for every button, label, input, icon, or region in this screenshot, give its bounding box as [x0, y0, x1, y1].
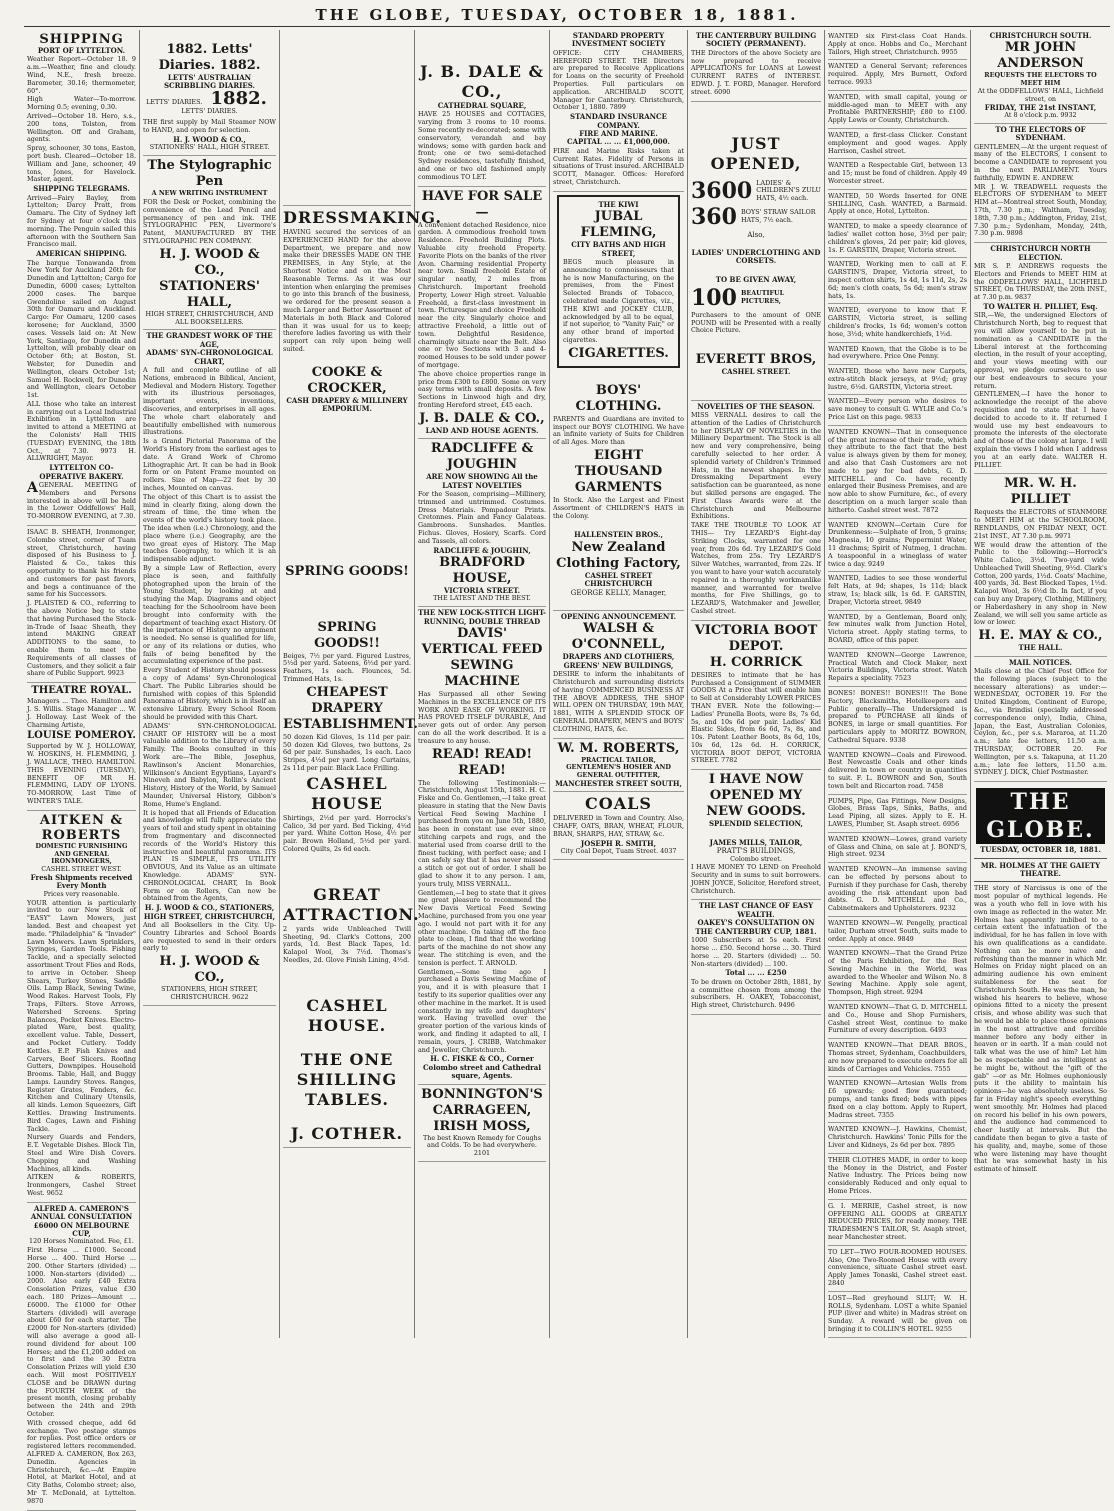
boys-hats: BOYS' STRAW SAILOR HATS, 7½ each.: [740, 207, 816, 224]
filler-text: And all Booksellers in the City. Up-Country Libraries and School Boards are requested to send in their orders early to: [143, 921, 276, 953]
prices: Prices very reasonable.: [43, 889, 120, 898]
aitken-title: AITKEN & ROBERTS: [39, 812, 124, 843]
oakey: OAKEY'S CONSULTATION ON THE CANTERBURY CUP, 1881.: [695, 918, 817, 936]
pilliet: TO WALTER H. PILLIET, Esq.: [983, 301, 1098, 311]
filler-text: Has Surpassed all other Sewing Machines in the EXCELLENCE OF ITS WORK AND EASE OF WORKING. IT HAS PROVED ITSELF DURABLE, And never gets out of order. Any person can do all the work described. It is a treasure to any house.: [418, 689, 546, 745]
filler-text: WANTED KNOWN—Certain Cure for Drunkenness:—Sulphate of Iron, 5 grains; Magnesia, 10 grains; Peppermint Water, 11 drachms; Spirit of Nutmeg, 1 drachm. A teaspoonful in a wineglass of water twice a day. 9249: [828, 520, 967, 573]
shipments: Fresh Shipments received Every Month: [30, 872, 133, 891]
pratt: PRATT'S BUILDINGS,: [716, 847, 796, 856]
cooke-crocker: COOKE & CROCKER,: [307, 364, 387, 396]
filler-text: WANTED KNOWN—An immense saving can be effected by persons about to Furnish if they purchase for Cash, thereby avoiding the risk attendant upon bad debts. G. D. MITCHELL and Co., Cabinetmakers and Upholsterers. 9232: [828, 864, 967, 917]
filler-text: Is a Grand Pictorial Panorama of the World's History from the earliest ages to date. A Grand Work of Chromo Lithographic Art. It can be had in Book form or on Patent Frame mounted on rollers. Size of Map—22 feet by 30 inches, Mounted on canvas.: [143, 437, 276, 492]
filler-text: J. PLAISTED & CO., referring to the above Notice beg to state that having Purchased the Stock-in-Trade of Isaac Sheath, they intend MAKING GREAT ADDITIONS to the same, to enable them to meet the Requirements of all classes of Customers, and they solicit a fair share of Public Support. 9923: [27, 599, 136, 678]
cother: J. COTHER.: [290, 1123, 404, 1143]
eight-thousand: EIGHT THOUSAND GARMENTS: [574, 447, 663, 495]
filler-text: Mails close at the Chief Post Office for the following places (subject to the necessary alterations) as under:— WEDNESDAY, OCTOBER 19. For the United Kingdom, Continent of Europe, &c., via Brindisi (specially addressed correspondence only), India, China, Japan, the East, Australian Colonies, Ceylon, &c., per s.s. Mararoa, at 11.20 a.m.; late fee letters, 11.50 a.m. THURSDAY, OCTOBER 20. For Wellington, per s.s. Takapuna, at 11.20 a.m.; late fee letters, 11.50 a.m. SYDNEY J. DICK, Chief Postmaster.: [974, 667, 1107, 777]
filler-text: 1000 Subscribers at 5s each. First horse ... £50. Second horse ... 30. Third horse ... 20. Starters (divided) ... 50. Non-starters (divided) ... 100.: [691, 936, 821, 968]
filler-text: At 8 o'clock p.m. 9932: [1004, 111, 1077, 119]
filler-text: THEIR CLOTHES MADE, in order to keep the Money in the District, and Foster Native Industry. The Prices being now considerably Reduced and only equal to Home Prices.: [828, 1155, 967, 1200]
everett: EVERETT BROS,: [695, 352, 817, 368]
letts-sub: LETTS' AUSTRALIAN SCRIBBLING DIARIES.: [163, 73, 255, 91]
filler-text: WANTED, with small capital, young or middle-aged man to MEET with any Profitable PARTNERSHIP; £80 to £100. Apply Lewis or County, Christchurch.: [828, 92, 967, 129]
sydenham: TO THE ELECTORS OF SYDENHAM.: [995, 124, 1086, 143]
electors: REQUESTS THE ELECTORS TO MEET HIM: [984, 71, 1097, 88]
fiske: H. C. FISKE & CO., Corner Colombo street and Cathedral square, Agents.: [422, 1054, 542, 1081]
for-sale: HAVE FOR SALE—: [421, 188, 543, 220]
filler-text: WANTED KNOWN—That in consequence of the great increase of their trade, which they attribute to the fact that the best value is always given by them for money, and also that Cash Customers are not made to pay for bad debts, G. D. MITCHELL and Co. have recently enlarged their Business Premises, and are now able to show Furniture, &c., of every description on a much larger scale than hitherto. Cashel street west. 7872: [828, 427, 967, 519]
filler-text: WANTED, those who have new Carpets, extra-stitch black jerseys, at 9½d; gray lustre, 6½d. GARSTIN, Victoria street.: [828, 366, 967, 395]
filler-text: GENTLEMEN,—At the urgent request of many of the ELECTORS, I consent to become a CANDIDATE to represent you in the next PARLIAMENT. Yours faithfully, EDWIN E. ANDREW.: [974, 142, 1107, 182]
filler-text: Supported by W. J. HOLLOWAY, W. HOSKINS, H. FLEMMING, J. J. WALLACE, THEO. HAMILTON. THIS EVENING (TUESDAY), BENEFIT OF MR H. FLEMMING, LADY OF LYONS. TO-MORROW, Last Time of WINTER'S TALE.: [27, 742, 136, 805]
adams-chart: ADAMS' SYN-CHRONOLOGICAL CHART,: [146, 348, 273, 366]
filler-text: It is hoped that all Friends of Education and knowledge will fully appreciate the years of toil and study spent in obtaining from fragmentary and disconnected records of the World's History this instructive and beautiful panorama. ITS PLAN IS SIMPLE, ITS UTILITY OBVIOUS, And its Value as an ultimate Knowledge. ADAMS' SYN-CHRONOLOGICAL CHART, In Book Form or on Rollers, Can now be obtained from the Agents,: [143, 808, 276, 903]
count-3600: 3600: [691, 178, 753, 205]
filler-text: DESIRES to intimate that he has Purchased a Consignment of SUMMER GOODS At a Price that will enable him to Sell at Considerably LOWER PRICES THAN EVER. Note the following:— Ladies' Prunella Boots, were 8s, 7s 6d, 5s, and 10s 6d per pair. Ladies' Kid Elastic Sides, from 6s 6d, 7s, 8s, and 10s. Patent Leather Boots, 8s 6d, 10s, 10s 6d, 12s 6d. H. CORRICK, VICTORIA BOOT DEPOT, VICTORIA STREET. 7782: [691, 670, 821, 765]
radcliffe: RADCLIFFE & JOUGHIN: [430, 441, 534, 473]
filler-text: HIGH STREET, CHRISTCHURCH, AND ALL BOOKSELLERS.: [145, 309, 274, 326]
oddfellows: At the ODDFELLOWS' HALL, Lichfield street, on: [977, 87, 1104, 103]
cashel-house: CASHEL HOUSE: [306, 773, 388, 813]
splendid: SPLENDID SELECTION,: [708, 819, 803, 829]
letts-label-left: LETTS' DIARIES.: [146, 97, 203, 106]
filler-text: The barque Tonawanda from New York for Auckland 26th for Dunedin and Lyttelton; Cargo for Dunedin, 6000 cases; Lyttelton 2000 cases. The barque Gwendoline sailed on August 30th for Oamaru and Auckland. Cargo: For Oamaru, 1200 cases kerosene; for Auckland, 3500 cases. Vessels laid on: At New York, Santiago, for Dunedin and Lyttelton, will probably clear on October 6th; at Boston, St. Webster, for Dunedin and Wellington, clears October 1st; Samuel H. Rockwell, for Dunedin and Wellington, clears October 1st.: [27, 258, 136, 400]
wood-name-4: H. J. WOOD & CO.,: [159, 954, 260, 986]
manchester: MANCHESTER STREET SOUTH,: [555, 778, 682, 788]
filler-text: WANTED, Ladies to see those wonderful felt Hats, at 9d; shapes, 1s 11d; black straw, 1s; black silk, 1s 6d. F. GARSTIN, Draper, Victoria street. 9849: [828, 573, 967, 610]
high-water: High Water—To-morrow. Morning 0.5; evening, 0.30.: [27, 95, 136, 112]
filler-text: YOUR attention is particularly invited to our New Stock of "EASY" Lawn Mowers, just landed. Best and cheapest yet made. "Philadelphia" & "Invader" Lawn Mowers. Lawn Sprinklers, Syringes, Garden Tools. Fishing Tackle, and a specially selected assortment Trout Flies and Rods, to arrive in October. Sheep Shears, Turkey Stones, Saddle Oils. Lamp Black, Sewing Twine, Wood Rakes. Harvest Tools, Fly Traps, Filters. Stove Arrows, Watershed Screens. Spring Balances, Pocket Knives. Electro-plated Ware, best quality, excellent value. Table, Dessert, and Pocket Cutlery. Toddy Kettles. E.P. Fish Knives and Carvers, Beef Slicers. Roofing Gutters, Downpipes. Household Brooms. Table, Hall, and Buggy Lamps. Laundry Stoves. Ranges, Register Grates, Fenders, &c. Kitchen and Culinary Utensils, all kinds. Lemon Squeezers, Gift Kettles. Drawing Instruments. Bird Cages, Lawn and Fishing Tackle.: [27, 898, 136, 1133]
filler-text: The following Testimonials:— Christchurch, August 15th, 1881. H. C. Fiske and Co. Gentlemen,—I take great pleasure in stating that the New Davis Vertical Feed Sewing Machine I purchased from you on June 5th, 1880, has been in constant use ever since stitching carpets and rugs, and the material used from coarse drill to the finest tucking, with perfect ease; and I can safely say that it has never missed a stitch or got out of order. I shall be glad to show it to any person. I am, yours truly, MISS VERNALL.: [418, 778, 546, 888]
total: Total ... ... £250: [725, 968, 787, 978]
hall: THE HALL.: [1018, 643, 1063, 653]
count-100: 100: [691, 284, 737, 311]
column-3: [280, 30, 442, 1338]
aitken-sub: DOMESTIC FURNISHING AND GENERAL IRONMONGERS,: [35, 841, 128, 866]
filler-text: TO LET—TWO FOUR-ROOMED HOUSES. Also, One Two-Roomed House with every convenience, situate Cashel street east. Apply James Tonaski, Cashel street east. 2840: [828, 1247, 967, 1292]
dale-title-2: J. B. DALE & CO.,: [419, 410, 545, 426]
attraction: ATTRACTION.: [283, 904, 420, 924]
stylo-title: The Stylographic Pen: [147, 158, 272, 190]
filler-text: WANTED a General Servant; references required. Apply, Mrs Burnett, Oxford terrace. 9933: [828, 61, 967, 90]
filler-text: To be drawn on October 28th, 1881, by a committee chosen from among the subscribers. H. OAKEY, Tobacconist, High street, Christchurch. 9496: [691, 977, 821, 1010]
filler-text: Managers ... Theo. Hamilton and J. S. Willis. Stage Manager ... W. J. Holloway. Last Week of the Charming Artiste,: [27, 697, 136, 729]
filler-text: Gentlemen,—Some time ago I purchased a Davis Sewing Machine of you, and it is with pleasure that I testify to its superior qualities over any other machine in the market. It is used constantly in my wife and daughters' work. Having travelled over the greater portion of the various kinds of work, and finding it adapted to all, I remain, yours, J. CRIBB, Watchmaker and Jeweller, Christchurch.: [418, 967, 546, 1054]
filler-text: WANTED KNOWN—That G. D. MITCHELL and Co., House and Shop Furnishers, Cashel street West, continue to make Furniture of every description. 6493: [828, 1002, 967, 1039]
filler-text: Shirtings, 2½d per yard. Horrocks's Calico, 3d per yard. Bed Ticking, 4½d per yard. White Cotton Hose, 4½ per pair. Brown Holland, 5½d per yard. Colored Quilts, 2s 6d each.: [283, 813, 411, 853]
filler-text: For the Season, comprising—Millinery, trimmed and untrimmed. Costumes. Dress Materials. Pompadour Prints. Cretonnes. Plain and Fancy Galateas. Gambroons. Sunshades. Mantles. Fichus. Gloves, Hosiery, Scarfs. Cord and Tassels, all colors.: [418, 489, 546, 545]
cashel-st: CASHEL STREET.: [721, 367, 791, 377]
weather-report: Weather Report—October 18. 9 a.m.—Weather, fine and cloudy. Wind, N.E., fresh breeze. Barometer, 30.16; thermometer, 60°.: [27, 55, 136, 95]
james-mills: JAMES MILLS, TAILOR,: [709, 837, 803, 847]
filler-text: WANTED, Working men to call at F. GARSTIN'S, Draper, Victoria street, to inspect cotton shirts, 1s 4d, 1s 11d, 2s, 2s 6d; men's cloth coats, 5s 6d; men's straw hats, 1s.: [828, 259, 967, 304]
letts-label-right: LETTS' DIARIES.: [181, 106, 238, 115]
filler-text: A full and complete outline of all Nations, embraced in Biblical, Ancient, Medieval and Modern History. Together with its illustrious personages, important events, inventions, discoveries, and enterprises in all ages. The whole chart elaborately and beautifully embellished with numerous illustrations.: [143, 366, 276, 437]
filler-text: WANTED, to make a speedy clearance of ladies' wallet cotton hose, 3½d per pair; children's gloves, 2d per pair; kid gloves, 1s. F. GARSTIN, Draper, Victoria street.: [828, 221, 967, 258]
filler-text: THE LATEST AND THE BEST.: [433, 594, 531, 603]
filler-text: GENTLEMEN,—I have the honor to acknowledge the receipt of the above requisition and to state that I have decided to accede to it. If returned I would use my best endeavours to promote the interests of the electorate and of those of the colony at large. I will explain the views I hold when I address you at an early date. WALTER H. PILLIET.: [974, 390, 1107, 469]
underclothing: LADIES' UNDERCLOTHING AND CORSETS.: [691, 247, 821, 266]
wood-name-2: H. J. WOOD & CO., STATIONERS' HALL,: [159, 246, 260, 310]
stationers: STATIONERS' HALL, HIGH STREET.: [149, 143, 270, 152]
filler-text: Every Student of History should possess a copy of Adams' Syn-Chronological Chart. The Public Libraries should be furnished with copies of this Splendid Panorama of History, which is in itself an extensive Library. Every School Room should be provided with this Chart.: [143, 666, 276, 722]
hosier: PRACTICAL TAILOR, GENTLEMEN'S HOSIER AND GENERAL OUTFITTER,: [566, 755, 671, 780]
filler-text: BONES! BONES!! BONES!!! The Bone Factory, Blacksmiths, Hotelkeepers and Public generally—The Undersigned is prepared to PURCHASE all kinds of BONES, in large or small quantities. For particulars apply to MORITZ BOWRON, Cathedral Square. 9338: [828, 688, 967, 749]
filler-text: WANTED KNOWN—That the Grand Prize of the Paris Exhibition, for the Best Sewing Machine in the World, was awarded to the Wheeler and Wilson No. 8 Sewing Machine. Apply sole agent, Thompson, High street. 9294: [828, 948, 967, 1001]
year-big: 1882.: [210, 87, 267, 109]
city-baths: CITY BATHS AND HIGH STREET,: [571, 240, 666, 258]
melbourne: £6000 ON MELBOURNE CUP,: [33, 1220, 130, 1239]
masthead: THE GLOBE, TUESDAY, OCTOBER 18, 1881.: [315, 6, 799, 24]
coop-text: AGENERAL MEETING of Members and Persons interested in above will be held in the Lower Oddfellows' Hall, TO-MORROW EVENING, at 7.30.: [27, 480, 136, 521]
cashel-house-2: CASHEL HOUSE.: [306, 995, 388, 1035]
filler-text: Gentlemen,—I beg to state that it gives me great pleasure to recommend the New Davis Vertical Feed Sewing Machine, purchased from you one year ago. I would not part with it for any other machine. On taking off the face plate to clean, I find that the working parts of the machine do not show any wear. The stitching is even, and the tension is perfect. T. ARNOLD.: [418, 888, 546, 967]
hallenstein: HALLENSTEIN BROS.,: [574, 530, 663, 540]
canterbury: THE CANTERBURY BUILDING SOCIETY (PERMANENT).: [695, 31, 817, 49]
filler-text: By a simple Law of Reflection, every place is seen, and faithfully photographed upon the brain of the Young Student, by looking at and studying the Map. Diagrams and object teaching for the Schoolroom have been brought into conformity with the department of teaching exact History. Of the importance of History no argument is needed. No sense is qualified for life, or any of its relations or duties, who fails of being benefited by the accumulating experience of the past.: [143, 563, 276, 666]
filler-text: Nursery Guards and Fenders, E.T. Vegetable Dishes. Block Tin, Steel and Wire Dish Covers. Chopping and Washing Machines, all kinds.: [27, 1133, 136, 1173]
new-goods: I HAVE NOW OPENED MY NEW GOODS.: [706, 772, 806, 820]
filler-text: The best Known Remedy for Coughs and Colds. To be had everywhere. 2101: [422, 1133, 542, 1158]
arrived: Arrived—October 18. Hero, s.s., 200 tons, Tolston, from Wellington. Off and Graham, agents.: [27, 111, 136, 144]
filler-text: WANTED KNOWN—Coals and Firewood. Best Newcastle Coals and other kinds delivered in town or country in quantities to suit. F. L. BOWRON and Son, South town belt and Riccarton road. 7458: [828, 750, 967, 795]
filler-text: ISAAC B. SHEATH, Ironmonger, Colombo street, corner of Tuam street, Christchurch, having disposed of his Business to J. Plaisted & Co., takes this opportunity to thank his friends and customers for past favors, and begs a continuance of the same for his Successors.: [27, 528, 136, 599]
filler-text: WANTED a Respectable Girl, between 13 and 15; must be fond of children. Apply 49 Worcester street.: [828, 160, 967, 189]
aitken-street: CASHEL STREET WEST.: [41, 865, 122, 874]
filler-text: WANTED KNOWN—W. Pengelly, practical tailor, Durham street South, suits made to order. Apply at once. 9849: [828, 918, 967, 947]
novelties: ARE NOW SHOWING All the LATEST NOVELTIES: [426, 472, 538, 490]
filler-text: FIRE and Marine Risks taken at Current Rates. Fidelity of Persons in situations of Trust insured. ARCHIBALD SCOTT, Manager. Offices: Hereford street, Christchurch.: [553, 146, 684, 186]
filler-text: Purchasers to the amount of ONE POUND will be Presented with a really Choice Picture.: [691, 310, 821, 335]
filler-text: WANTED, everyone to know that F. GARSTIN, Victoria street, is selling children's frocks, 1s 6d; women's cotton hose, 3½d; white handkerchiefs, 1½d.: [828, 305, 967, 342]
roberts: W. M. ROBERTS,: [557, 740, 680, 756]
column-5: [550, 30, 688, 1338]
also: Also,: [747, 230, 765, 239]
chch-north: CHRISTCHURCH NORTH ELECTION.: [990, 244, 1091, 262]
stylo-sub: A NEW WRITING INSTRUMENT: [151, 189, 268, 198]
cashel: CASHEL STREET: [584, 570, 653, 580]
aitken-sig: AITKEN & ROBERTS, Ironmongers, Cashel Street West. 9652: [27, 1173, 136, 1198]
john-anderson: MR JOHN ANDERSON: [997, 40, 1084, 72]
filler-text: MR S. P. ANDREWS requests the Electors and Friends to MEET HIM at the ODDFELLOWS' HALL, LICHFIELD STREET, On THURSDAY, the 20th INST., at 7.30 p.m. 9837: [974, 261, 1107, 302]
filler-text: ADAMS' SYN-CHRONOLOGICAL CHART OF HISTORY will be a most valuable addition to the Library of every Family. The Books consulted in this Work are—The Bible, Josephus, Rawlinson's Ancient Monarchies, Wilkinson's Ancient Egyptians, Layard's Nineveh and Babylon, Rollin's Ancient History, History of the World, by Samuel Maunder, Universal History, Gibbon's Rome, Hume's England.: [143, 721, 276, 808]
column-1: [24, 30, 140, 1505]
filler-text: First Horse ... £1000. Second Horse ... 400. Third Horse ... 200. Other Starters (divided) ... 1000. Non-starters (divided) ... 2000. Also early £40 Extra Consolation Prizes, value £30 each. 180 Prizes—Amount ... £6000. The £1000 for Other Starters (divided) will average about £60 for each starter. The £2000 for Non-starters (divided) will also average a good all-round dividend for about 100 Horses; and the £1,200 added on to first and the 30 Extra Consolation Prizes will yield £30 each. Will most POSITIVELY CLOSE and be DRAWN during the FOURTH WEEK of the present month, closing probably between the 24th and 29th October.: [27, 1246, 136, 1418]
masthead-rule: [24, 26, 1110, 27]
dressmaking: DRESSMAKING.: [283, 208, 442, 227]
victoria: VICTORIA STREET.: [443, 585, 521, 595]
fire-marine: FIRE AND MARINE.: [579, 129, 658, 138]
holmes: MR. HOLMES AT THE GAIETY THEATRE.: [980, 860, 1101, 879]
filler-text: In Stock. Also the Largest and Finest Assortment of CHILDREN'S HATS in the Colony.: [553, 495, 684, 520]
victoria-boot: VICTORIA BOOT DEPOT.: [694, 622, 818, 654]
nz-clothing: New Zealand Clothing Factory,: [556, 539, 681, 571]
mail: MAIL NOTICES.: [1009, 657, 1072, 667]
coals-text: DELIVERED in Town and Country. Also, CHAFF, OATS, BRAN, WHEAT, FLOUR, BRAN, SHARPS, HAY, STRAW, &c.: [553, 814, 684, 838]
filler-text: HAVE 25 HOUSES and COTTAGES, varying from 3 rooms to 10 rooms. Some recently re-decorated; some with conservatory, verandah and bay windows; some with garden back and front; one or two semi-detached Sydney residences, tastefully finished, and one or two old fashioned amply commodious TO LET.: [418, 110, 546, 181]
friday: FRIDAY, THE 21st INSTANT,: [984, 102, 1097, 112]
whp: MR. W. H. PILLIET: [1004, 476, 1077, 508]
filler-text: With crossed cheque, add 6d exchange. Two postage stamps for replies. Post office orders or registered letters recommended. ALFRED A. CAMERON, Box 263, Dunedin. Agencies in Christchurch, &c.—At Empire Hotel, at Market Hotel, and at City Baths, Colombo street; also, Mr T. McDonald, at Lyttelton. 9870: [27, 1418, 136, 1505]
filler-text: DESIRE to inform the inhabitants of Christchurch and surrounding districts of having COMMENCED BUSINESS AT THE ABOVE ADDRESS, THE SHOP WILL OPEN ON THURSDAY, 19th MAY, 1881, WITH A SPLENDID STOCK OF GENERAL DRAPERY, MEN'S and BOYS' CLOTHING, HATS, &c.: [553, 670, 684, 733]
great: GREAT: [313, 884, 381, 904]
filler-text: RADCLIFFE & JOUGHIN,: [433, 545, 531, 555]
may: H. E. MAY & CO.,: [978, 628, 1103, 644]
shipping-title: SHIPPING: [39, 32, 124, 47]
filler-text: WANTED KNOWN—Lowes, grand variety of Glass and China, on sale at J. BOND'S, High street. 9234: [828, 834, 967, 863]
diaries-heading: 1882. Letts' Diaries. 1882.: [158, 42, 261, 73]
filler-text: WANTED Known, that the Globe is to be had everywhere. Price One Penny.: [828, 344, 967, 366]
telegrams-title: SHIPPING TELEGRAMS.: [33, 184, 130, 194]
one-shilling: THE ONE SHILLING TABLES.: [296, 1049, 398, 1109]
corrick: H. CORRICK: [709, 654, 803, 670]
filler-text: City Coal Depot, Tuam Street. 4037: [560, 847, 677, 856]
cigarettes: CIGARETTES.: [568, 345, 669, 361]
spring-goods-1: SPRING GOODS!: [285, 563, 409, 579]
filler-text: Spray, schooner, 30 tons, Easton, port bush. Cleared—October 18. William and Jane, schooner, 49 tons, Jones, for Havelock. Master, agent.: [27, 144, 136, 184]
novelties-season: NOVELTIES OF THE SEASON.: [697, 401, 815, 411]
kiwi-box: [557, 195, 680, 368]
bradford: BRADFORD HOUSE,: [439, 554, 525, 586]
filler-text: WANTED KNOWN—George Lawrence, Practical Watch and Clock Maker, next Victoria Buildings, Victoria street. Watch Repairs a speciality. 7523: [828, 650, 967, 687]
christchurch: CHRISTCHURCH: [584, 579, 653, 589]
cheapest: CHEAPEST DRAPERY ESTABLISHMENT.: [283, 684, 418, 732]
filler-text: WANTED, 50 Words Inserted for ONE SHILLING, Cash. WANTED, a Barmaid. Apply at once, Hotel, Lyttelton.: [828, 191, 967, 220]
filler-text: WANTED, a first-class Clicker. Constant employment and good wages. Apply Harrison, Cashel street.: [828, 130, 967, 159]
land-agents: LAND AND HOUSE AGENTS.: [425, 425, 539, 435]
cameron-title: ALFRED A. CAMERON'S ANNUAL CONSULTATION: [30, 1203, 133, 1222]
column-6: [688, 30, 825, 1338]
american-title: AMERICAN SHIPPING.: [36, 249, 127, 259]
spring-goods-2: SPRING GOODS!!: [314, 619, 380, 651]
filler-text: PARENTS and Guardians are invited to inspect our BOYS' CLOTHING. We have an infinite variety of Suits for Children of all Ages. More than: [553, 414, 684, 447]
filler-text: THE story of Narcissus is one of the most popular of mythical legends. He was a youth who fell in love with his own image as reflected in the water. Mr. Holmes has apparently imbibed to a certain extent the infatuation of the individual, for he has fallen in love with his own qualifications as a candidate. Nothing can be more naive and refreshing than the manner in which Mr. Holmes on Friday night placed on an admiring audience his own eminent suitableness for the seat for Christchurch South. He was the man, he wished his hearers to believe, whose opinions fitted to a nicety the present crisis, and whose ability was such that he would be able to place those opinions in the most attractive and forcible manner before any body either in heaven or in earth. If a man could not talk what was the use of him? Let him be as respectable and as intelligent as he might be, without the "gift of the gab" —or as Mr. Holmes euphoniously puts it the ability to maintain his opinions—he was absolutely useless. So far in Friday night's speech everything went smoothly. Mr. Holmes had placed on record his belief in his own powers, and the audience had commenced to cheer lustily at intervals. But the candidate then began to give a taste of his quality, and, maybe, some of those who were listening may have thought that he was somewhat hasty in his estimate of himself.: [974, 884, 1107, 1174]
filler-text: WANTED—Every person who desires to save money to consult G. WYLIE and Co.'s Price List on this page. 9833: [828, 396, 967, 425]
filler-text: WANTED KNOWN—Artesian Wells from £6 upwards; good flow guaranteed; pumps, and tanks fixed; beds with pipes fixed on a clay bottom. Apply to Rupert, Madras street. 7355: [828, 1078, 967, 1123]
filler-text: I HAVE MONEY TO LEND on Freehold Security and in sums to suit borrowers. JOHN JOYCE, Solicitor, Hereford street, Christchurch.: [691, 863, 821, 895]
coals: COALS: [585, 794, 652, 814]
cash-drapery: CASH DRAPERY & MILLINERY EMPORIUM.: [286, 395, 408, 414]
column-4: [415, 30, 550, 1338]
walsh: WALSH & O'CONNELL,: [571, 621, 666, 653]
boys-clothing: BOYS' CLOTHING.: [575, 382, 662, 414]
notice: WANTED, by a Gentleman, Board only, few minutes walk from Junction Hotel, Victoria street. Apply stating terms, to BOARD, office of this paper.: [828, 612, 967, 649]
filler-text: Arrived—Fairy Bayley, from Lyttelton; Darcy Pratt, from Oamaru. The City of Sydney left for Sydney at four o'clock this morning. The Penguin sailed this afternoon with the Southern San Francisco mail.: [27, 193, 136, 249]
lockstitch: THE NEW LOCK-STITCH LIGHT-RUNNING, DOUBLE THREAD: [418, 608, 546, 626]
joseph: JOSEPH R. SMITH,: [580, 838, 657, 848]
ladies-hats: LADIES' & CHILDREN'S ZULU HATS, 4½ each.: [756, 178, 821, 203]
given-away: TO BE GIVEN AWAY,: [715, 274, 797, 284]
chch-south: CHRISTCHURCH SOUTH.: [989, 31, 1092, 40]
filler-text: MISS VERNALL desires to call the attention of the Ladies of Christchurch to her DISPLAY OF NOVELTIES in the Millinery Department. The Stock is all new and very comprehensive, being carefully selected to her order. A splendid variety of Children's Trimmed Hats, in the newest shapes. In the Dressmaking Department every satisfaction can be guaranteed, as none but skilled persons are engaged. The First Class Awards were at the Christchurch and Melbourne Exhibitions.: [691, 411, 821, 521]
horses: 120 Horses Nominated. Fee, £1.: [29, 1237, 134, 1246]
greens: GREENS' NEW BUILDINGS,: [563, 660, 674, 670]
just-opened: JUST OPENED,: [710, 133, 802, 173]
filler-text: Beiges, 7½ per yard. Figured Lustres, 5½d per yard. Sateens, 6½d per yard. Feathers, 1s each. Flounces, 5d. Trimmed Hats, 1s.: [283, 651, 411, 683]
filler-text: WANTED KNOWN—That DEAR BROS., Thomas street, Sydenham, Coachbuilders, are now prepared to execute orders for all kinds of Carriages and Vehicles. 7555: [828, 1040, 967, 1077]
standard-ins: STANDARD INSURANCE COMPANY.: [570, 112, 667, 130]
pomeroy-title: LOUISE POMEROY.: [27, 730, 136, 742]
filler-text: STATIONERS, HIGH STREET, CHRISTCHURCH. 9622: [161, 985, 258, 1001]
filler-text: WE would draw the attention of the Public to the following:—Horrock's White Calico, 3½d. Two-yard wide Unbleached Twill Sheeting, 9½d. Clark's Cotton, 200 yards, 1½d. Coats' Machine, 400 yards, 3d. Best Blocked Tapes, 1½d. Kalapol Wool, 3s 6½d lb. In fact, if you can buy any Drapery, Clothing, Millinery, or Haberdashery in any shop in New Zealand, we will sell you same article as low or lower.: [974, 540, 1107, 627]
coop-title: LYTTELTON CO-OPERATIVE BAKERY.: [39, 463, 124, 481]
wood-name-3: H. J. WOOD & CO., STATIONERS, HIGH STREET, CHRISTCHURCH,: [143, 903, 276, 921]
filler-text: LOST—Red greyhound SLUT; W. H. ROLLS, Sydenham. LOST a white Spaniel PUP (liver and white) in Madras street on Sunday. A reward will be given on bringing it to COLLIN'S HOTEL. 9255: [828, 1293, 967, 1338]
pictures: BEAUTIFUL PICTURES,: [740, 289, 785, 305]
kelly: GEORGE KELLY, Manager,: [570, 588, 667, 597]
dale-title: J. B. DALE & CO.,: [420, 62, 544, 101]
count-360: 360: [691, 203, 737, 230]
filler-text: ALL those who take an interest in carrying out a Local Industrial Exhibition in Lyttelton are invited to attend a MEETING at the Colonists' Hall THIS (TUESDAY) EVENING, the 18th Oct., at 7.30. 9973 H. ALLWRIGHT, Mayor.: [27, 399, 136, 463]
filler-text: THE Directors of the above Society are now prepared to receive APPLICATIONS for LOANS at Lowest CURRENT RATES of INTEREST. EDWD. J. T. FORD, Manager. Hereford street. 6090: [691, 48, 821, 96]
filler-text: The object of this Chart is to assist the mind in clearly fixing, along down the stream of time, the time when the events of the world's history took place. The idea when (i.e.) Chronology, and the place where (i.e.) Geography, are the two great eyes of History. The Map teaches Geography, to which it is an indispensable adjunct.: [143, 492, 276, 564]
globe-title: THE GLOBE.: [976, 788, 1105, 844]
filler-text: TAKE THE TROUBLE TO LOOK AT THIS— Try LEZARD'S Eight-day Striking Clocks, warranted for one year, from 20s 6d. Try LEZARD'S Gold Watches, from 25s. Try LEZARD'S Silver Watches, warranted, from 22s. If you want to have your watch accurately repaired in a thoroughly workmanlike manner, and warranted for twelve months, for Five Shillings, go to LEZARD'S, Watchmaker and Jeweller, Cashel street.: [691, 521, 821, 615]
column-2: [140, 30, 280, 1338]
jubal: JUBAL FLEMING,: [580, 209, 657, 241]
cathedral: CATHEDRAL SQUARE,: [437, 101, 527, 110]
wealth: THE LAST CHANCE OF EASY WEALTH.: [698, 901, 814, 919]
filler-text: WANTED six First-class Coat Hands. Apply at once. Hobbs and Co., Merchant Tailors, High street, Christchurch. 9955: [828, 31, 967, 60]
filler-text: G. I. MERRIE, Cashel street, is now OFFERING ALL GOODS at GREATLY REDUCED PRICES, for ready money. THE TRADESMEN'S TAILOR, St. Asaph street, near Manchester street.: [828, 1201, 967, 1246]
filler-text: The above choice properties range in price from £300 to £800. Some on very easy terms with small deposits. A few Sections in Linwood high and dry, fronting Hereford street, £45 each.: [418, 369, 546, 409]
filler-text: THE first supply by Mail Steamer NOW to HAND, and open for selection.: [143, 118, 276, 135]
filler-text: A convenient detached Residence, nice garden. A commodious freehold town Residence. Freehold Building Plots. Valuable city freehold Property. Favorite Plots on the banks of the river Avon. Charming residential Property near town. Small freehold Estate of singular neatly, 2 miles from Christchurch. Important freehold Property, Lower High street. Valuable Freehold, a first-class investment in town. Picturesque and choice Freehold near the city. Singularly choice and attractive Freehold, a little out of town. Delightful Residence, charmingly situate near the Belt. Also one or two Sections with 3 and 4-roomed Houses to be sold under power of mortgage.: [418, 220, 546, 369]
port-heading: PORT OF LYTTELTON.: [37, 46, 126, 55]
kiwi-title: THE KIWI: [598, 199, 639, 209]
bonnington: BONNINGTON'S CARRAGEEN, IRISH MOSS,: [421, 1086, 543, 1134]
filler-text: 50 dozen Kid Gloves, 1s 11d per pair. 50 dozen Kid Gloves, two buttons, 2s 6d per pair. Sunshades, 1s each. Laco Stripes, 4½d per yard. Long Curtains, 2s 11d per pair. Black Lace Frilling.: [283, 732, 411, 772]
drapers: DRAPERS AND CLOTHIERS,: [562, 652, 675, 662]
theatre-title: THEATRE ROYAL.: [31, 685, 132, 697]
filler-text: SIR,—We, the undersigned Electors of Christchurch North, beg to request that you will allow yourself to be put in nomination as a CANDIDATE in the Liberal interest at the forthcoming election, in the result of your accepting, and your views meeting with our approval, we pledge ourselves to use our best endeavours to secure your return.: [974, 311, 1107, 390]
filler-text: Requests the ELECTORS of STANMORE to MEET HIM at the SCHOOLROOM, RENDLANDS, ON FRIDAY NEXT, OCT. 21st INST., AT 7.30 p.m. 9971: [974, 508, 1107, 540]
colombo: Colombo street.: [730, 854, 782, 863]
filler-text: PUMPS, Pipe, Gas Fittings, New Designs, Globes, Brass Taps, Sinks, Baths, and Lead Piping, all sizes. Apply to E. H. LAWES, Plumber, St. Asaph street. 6956: [828, 796, 967, 833]
filler-text: BEGS much pleasure in announcing to connoisseurs that he is now Manufacturing, on the premises, from the Finest Selected Brands of Tobacco, celebrated made Cigarettes, viz., THE KIWI and JOCKEY CLUB, acknowledged by all to be equal, if not superior, to "Vanity Fair," or any other brand of imported cigarettes.: [563, 258, 674, 344]
filler-text: FOR the Desk or Pocket, combining the convenience of the Lead Pencil and permanency of pen and ink. THE STYLOGRAPHIC PEN, Livermore's Patent, MANUFACTURED BY THE STYLOGRAPHIC PEN COMPANY.: [143, 198, 276, 245]
davis: DAVIS' VERTICAL FEED SEWING MACHINE: [421, 625, 543, 689]
standard-title: STANDARD PROPERTY INVESTMENT SOCIETY: [571, 31, 666, 49]
capital: CAPITAL ... ... £1,000,000.: [567, 137, 670, 147]
column-8: [971, 30, 1110, 1338]
read: READ! READ! READ!: [431, 746, 533, 778]
filler-text: MR J. W. TREADWELL requests the ELECTORS OF SYDENHAM to MEET HIM at—Montreal street South, Monday, 17th, 7.30 p.m.; Waltham, Tuesday, 18th, 7.30 p.m.; Addington, Friday, 21st, 7.30 p.m.; Sydenham, Monday, 24th, 7.30 p.m. 9898: [974, 182, 1107, 238]
globe-date: TUESDAY, OCTOBER 18, 1881.: [980, 845, 1101, 855]
column-7: [825, 30, 971, 1338]
filler-text: 2 yards wide Unbleached Twill Sheeting, 9d. Clark's Cottons, 200 yards, 1d. Best Black Tapes, 1d. Kalapol Wool, 3s 7½d. Thomas's Needles, 2d. Glove Finish Lining, 4½d.: [283, 924, 411, 964]
grandest: THE GRANDEST WORK OF THE AGE,: [146, 331, 273, 349]
filler-text: HAVING secured the services of an EXPERIENCED HAND for the above Department, we prepare and now make their DRESSES MADE ON THE PREMISES, in Any Style, at the Shortest Notice and on the Most Reasonable Terms. As it was our intention when enlarging the premises to go into this branch of the business, we ordered for the present season a much Larger and Better Assortment of Materials in both Black and Colored than it was usual for us to keep; therefore ladies favoring us with their support can rely upon being well suited.: [283, 228, 411, 353]
filler-text: WANTED KNOWN—J. Hawkins, Chemist, Christchurch. Hawkins' Tonic Pills for the Liver and Kidneys, 2s 6d per box. 7895: [828, 1124, 967, 1153]
filler-text: OFFICE: CITY CHAMBERS, HEREFORD STREET. THE Directors are prepared to Receive Applications for Loans on the security of Freehold Properties. Full particulars on application. ARCHIBALD SCOTT, Manager for Canterbury. Christchurch, October 1, 1880. 7899: [553, 48, 684, 112]
opening: OPENING ANNOUNCEMENT.: [560, 611, 677, 621]
wood-name: H. J. WOOD & CO.,: [173, 135, 246, 144]
